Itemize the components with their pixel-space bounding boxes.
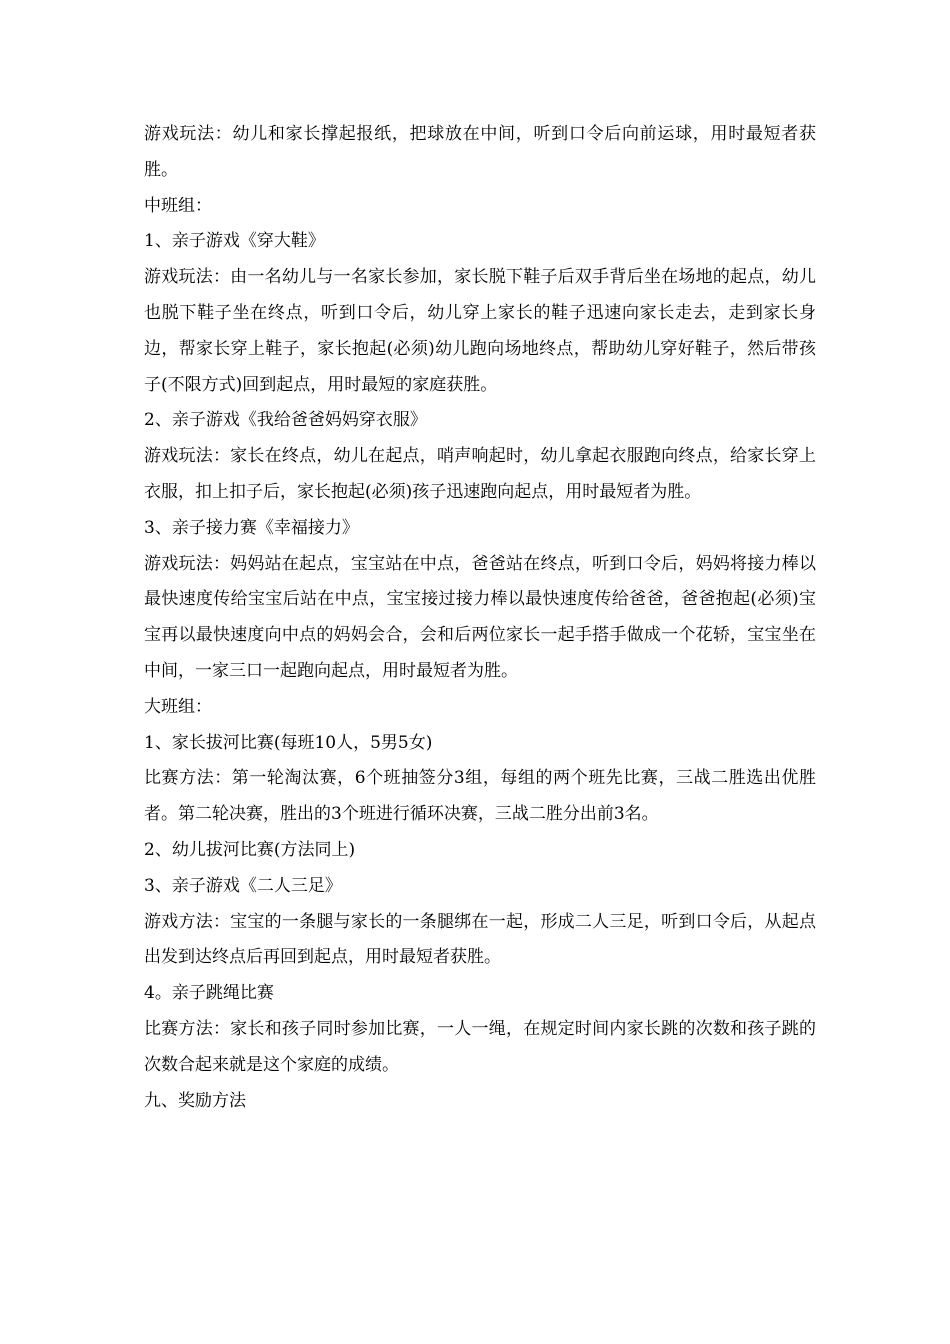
paragraph-happy-relay-rules: 游戏玩法：妈妈站在起点，宝宝站在中点，爸爸站在终点，听到口令后，妈妈将接力棒以最快速度传给宝宝后站在中点，宝宝接过接力棒以最快速度传给爸爸，爸爸抱起(必须)宝宝再以最快速度向中点的妈妈会合，会和后两位家长一起手搭手做成一个花轿，宝宝坐在中间，一家三口一起跑向起点，用时最短者为胜。 bbox=[144, 553, 816, 681]
paragraph-big-shoes-rules: 游戏玩法：由一名幼儿与一名家长参加，家长脱下鞋子后双手背后坐在场地的起点，幼儿也脱下鞋子坐在终点，听到口令后，幼儿穿上家长的鞋子迅速向家长走去，走到家长身边，帮家长穿上鞋子，家长抱起(必须)幼儿跑向场地终点，帮助幼儿穿好鞋子，然后带孩子(不限方式)回到起点，用时最短的家庭获胜。 bbox=[144, 267, 816, 395]
document-body bbox=[144, 117, 816, 1119]
item-big-shoes-game: 1、亲子游戏《穿大鞋》 bbox=[144, 231, 325, 252]
item-three-legged-game: 3、亲子游戏《二人三足》 bbox=[144, 875, 342, 896]
heading-reward-method: 九、奖励方法 bbox=[144, 1090, 246, 1111]
heading-senior-class-group: 大班组： bbox=[144, 696, 212, 717]
paragraph-dress-parents-rules: 游戏玩法：家长在终点，幼儿在起点，哨声响起时，幼儿拿起衣服跑向终点，给家长穿上衣服，扣上扣子后，家长抱起(必须)孩子迅速跑向起点，用时最短者为胜。 bbox=[144, 446, 816, 502]
paragraph-game-rules-newspaper-ball: 游戏玩法：幼儿和家长撑起报纸，把球放在中间，听到口令后向前运球，用时最短者获胜。 bbox=[144, 124, 816, 180]
item-child-tug-of-war: 2、幼儿拔河比赛(方法同上) bbox=[144, 839, 356, 860]
item-dress-parents-game: 2、亲子游戏《我给爸爸妈妈穿衣服》 bbox=[144, 410, 427, 431]
paragraph-three-legged-rules: 游戏方法：宝宝的一条腿与家长的一条腿绑在一起，形成二人三足，听到口令后，从起点出发到达终点后再回到起点，用时最短者获胜。 bbox=[144, 911, 816, 968]
item-parent-tug-of-war: 1、家长拔河比赛(每班10人，5男5女) bbox=[144, 732, 433, 753]
heading-middle-class-group: 中班组： bbox=[144, 195, 212, 216]
paragraph-rope-skipping-rules: 比赛方法：家长和孩子同时参加比赛，一人一绳，在规定时间内家长跳的次数和孩子跳的次数合起来就是这个家庭的成绩。 bbox=[144, 1018, 816, 1075]
item-happy-relay: 3、亲子接力赛《幸福接力》 bbox=[144, 517, 359, 538]
paragraph-tug-of-war-rules: 比赛方法：第一轮淘汰赛，6个班抽签分3组，每组的两个班先比赛，三战二胜选出优胜者。第二轮决赛，胜出的3个班进行循环决赛，三战二胜分出前3名。 bbox=[144, 768, 816, 825]
item-rope-skipping: 4。亲子跳绳比赛 bbox=[144, 983, 274, 1004]
